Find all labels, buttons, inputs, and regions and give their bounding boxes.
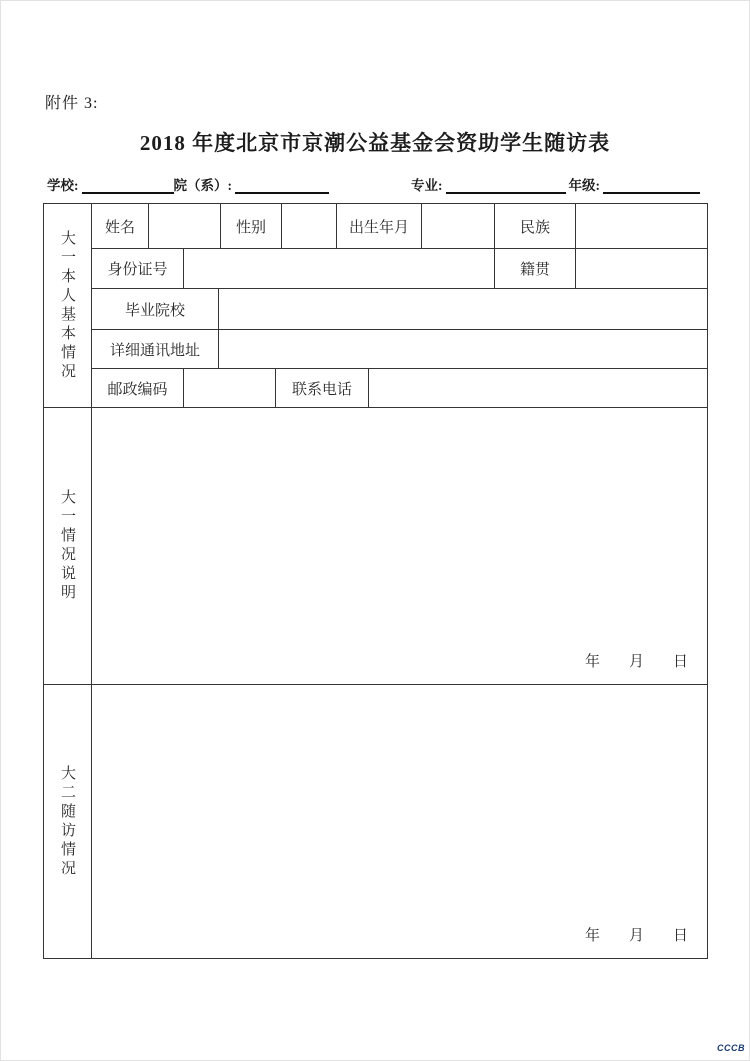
- table-row: [92, 249, 707, 289]
- gender-label: 性别: [221, 204, 282, 248]
- grade-blank-line: [603, 179, 700, 194]
- birth-date-label: 出生年月: [337, 204, 422, 248]
- id-number-label: 身份证号: [92, 249, 184, 288]
- section-basic-content: [92, 204, 707, 407]
- phone-value-cell: [369, 369, 707, 407]
- sophomore-date-placeholder: 年 月 日: [584, 928, 695, 944]
- freshman-date-placeholder: 年 月 日: [584, 654, 695, 670]
- section-freshman-description: [44, 408, 707, 685]
- ethnicity-value-cell: [576, 204, 707, 248]
- sophomore-followup-area: [92, 685, 707, 958]
- department-label: 院（系）:: [173, 178, 232, 193]
- gender-value-cell: [282, 204, 337, 248]
- school-blank-line: [82, 179, 174, 194]
- section-basic-row-header: 大一本人基本情况: [44, 204, 92, 407]
- id-number-value-cell: [184, 249, 495, 288]
- ethnicity-label: 民族: [495, 204, 576, 248]
- graduated-school-value-cell: [219, 289, 707, 329]
- section-sophomore-row-header: 大二随访情况: [44, 685, 92, 958]
- freshman-description-area: [92, 408, 707, 684]
- section-sophomore-followup: [44, 685, 707, 958]
- mailing-address-value-cell: [219, 330, 707, 368]
- follow-up-form-table: [43, 203, 708, 959]
- postal-code-value-cell: [184, 369, 276, 407]
- school-label: 学校:: [47, 178, 79, 193]
- native-place-label: 籍贯: [495, 249, 576, 288]
- section-basic-info: [44, 204, 707, 408]
- table-row: [92, 330, 707, 369]
- name-value-cell: [149, 204, 221, 248]
- phone-label: 联系电话: [276, 369, 369, 407]
- major-label: 专业:: [411, 178, 443, 193]
- page-title: 2018 年度北京市京潮公益基金会资助学生随访表: [139, 131, 611, 155]
- section-sophomore-content: [92, 685, 707, 958]
- postal-code-label: 邮政编码: [92, 369, 184, 407]
- native-place-value-cell: [576, 249, 707, 288]
- birth-date-value-cell: [422, 204, 495, 248]
- name-label: 姓名: [92, 204, 149, 248]
- cccb-logo: CCCB: [717, 1043, 745, 1053]
- header-fields-row: [47, 174, 703, 194]
- attachment-label: 附件 3:: [45, 95, 99, 112]
- major-blank-line: [446, 179, 566, 194]
- table-row: [92, 369, 707, 407]
- grade-label: 年级:: [568, 178, 600, 193]
- table-row: [92, 289, 707, 330]
- table-row: [92, 204, 707, 249]
- department-blank-line: [235, 179, 329, 194]
- graduated-school-label: 毕业院校: [92, 289, 219, 329]
- section-freshman-row-header: 大一情况说明: [44, 408, 92, 684]
- mailing-address-label: 详细通讯地址: [92, 330, 219, 368]
- section-freshman-content: [92, 408, 707, 684]
